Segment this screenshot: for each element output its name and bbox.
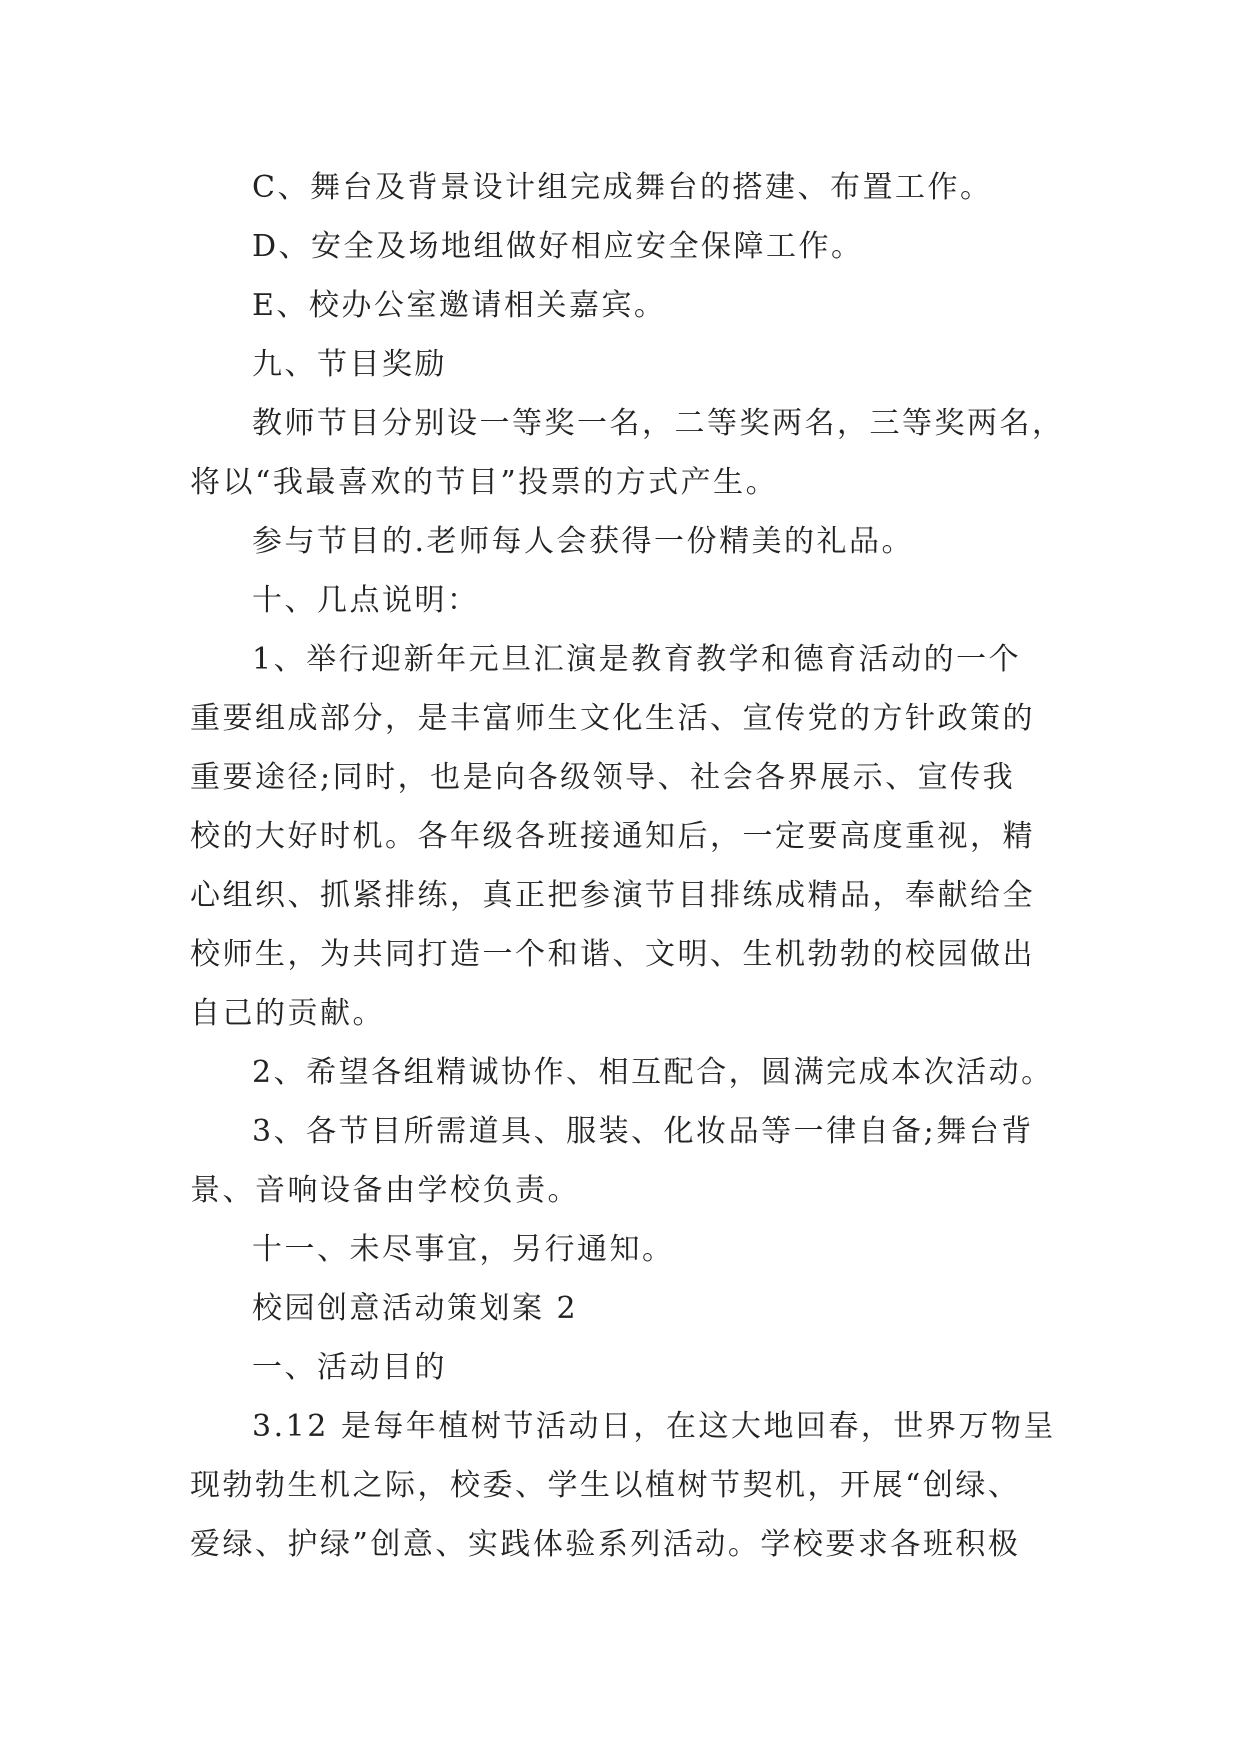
section-heading: 一、活动目的 (252, 1350, 447, 1385)
text-line: C、舞台及背景设计组完成舞台的搭建、布置工作。 (252, 170, 993, 205)
text-line: 3、各节目所需道具、服装、化妆品等一律自备;舞台背 (252, 1114, 1034, 1149)
text-line: 重要组成部分，是丰富师生文化生活、宣传党的方针政策的 (190, 701, 1035, 736)
text-line: 参与节目的.老师每人会获得一份精美的礼品。 (252, 524, 915, 559)
text-line: 爱绿、护绿”创意、实践体验系列活动。学校要求各班积极 (190, 1527, 1021, 1562)
text-line: 校的大好时机。各年级各班接通知后，一定要高度重视，精 (190, 819, 1035, 854)
text-line: 教师节目分别设一等奖一名，二等奖两名，三等奖两名， (252, 406, 1065, 441)
text-line: 3.12 是每年植树节活动日，在这大地回春，世界万物呈 (252, 1409, 1056, 1444)
section-heading: 十一、未尽事宜，另行通知。 (252, 1232, 675, 1267)
text-line: 现勃勃生机之际，校委、学生以植树节契机，开展“创绿、 (190, 1468, 1021, 1503)
text-line: D、安全及场地组做好相应安全保障工作。 (252, 229, 864, 264)
section-heading: 九、节目奖励 (252, 347, 447, 382)
text-line: 校师生，为共同打造一个和谐、文明、生机勃勃的校园做出 (190, 937, 1035, 972)
document-title: 校园创意活动策划案 2 (252, 1291, 579, 1326)
text-line: 景、音响设备由学校负责。 (190, 1173, 580, 1208)
text-line: 重要途径;同时，也是向各级领导、社会各界展示、宣传我 (190, 760, 1016, 795)
text-line: 心组织、抓紧排练，真正把参演节目排练成精品，奉献给全 (190, 878, 1035, 913)
text-line: 1、举行迎新年元旦汇演是教育教学和德育活动的一个 (252, 642, 1022, 677)
text-line: 自己的贡献。 (190, 996, 385, 1031)
section-heading: 十、几点说明： (252, 583, 480, 618)
text-line: 2、希望各组精诚协作、相互配合，圆满完成本次活动。 (252, 1055, 1054, 1090)
document-body (190, 158, 1065, 1574)
text-line: E、校办公室邀请相关嘉宾。 (252, 288, 667, 323)
text-line: 将以“我最喜欢的节目”投票的方式产生。 (190, 465, 779, 500)
